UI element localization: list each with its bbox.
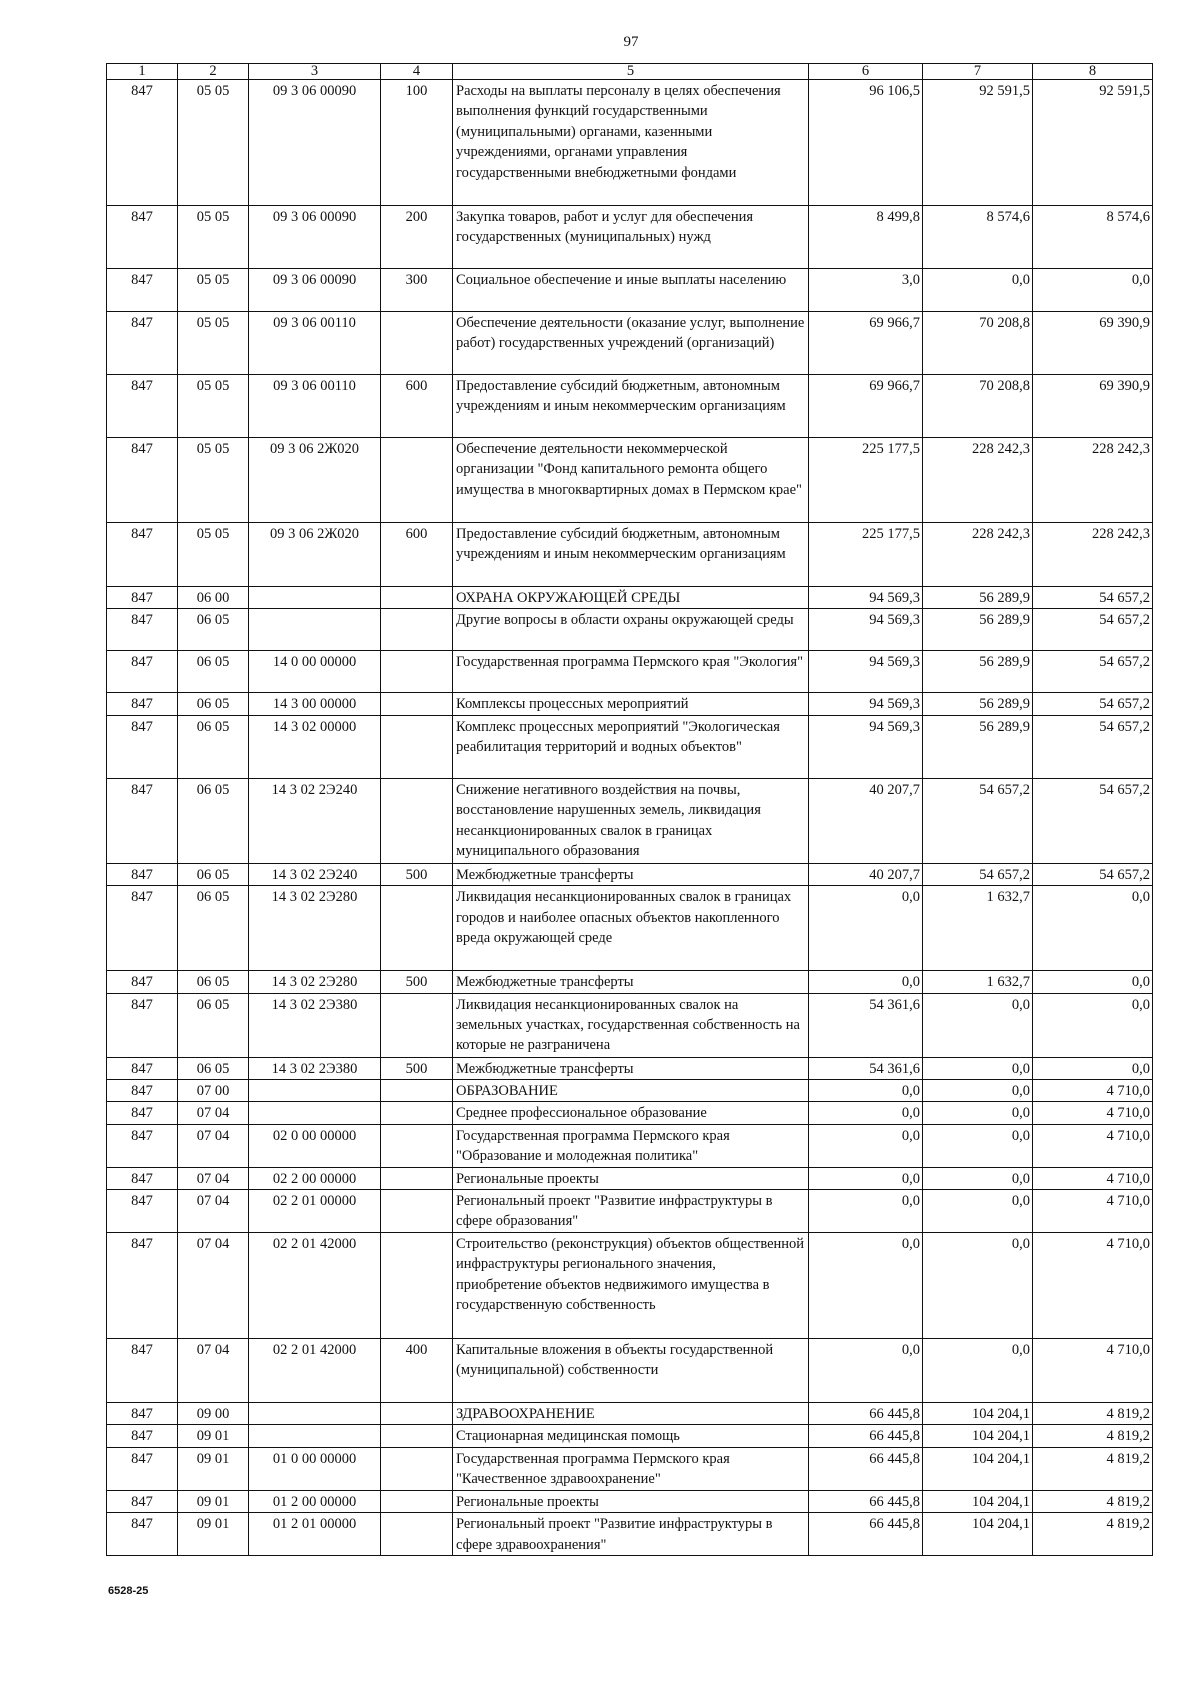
amount-col7-cell: 0,0 (923, 1080, 1033, 1102)
target-article-cell: 14 3 02 2Э240 (249, 778, 381, 863)
section-code-cell: 07 04 (178, 1190, 249, 1233)
target-article-cell: 14 3 02 2Э240 (249, 863, 381, 885)
expense-type-cell (381, 693, 453, 715)
table-row (107, 886, 1153, 971)
description-cell: Региональный проект "Развитие инфраструктуры в сфере здравоохранения" (453, 1513, 809, 1556)
target-article-cell: 09 3 06 00090 (249, 206, 381, 269)
amount-col8-cell: 4 710,0 (1033, 1190, 1153, 1233)
target-article-cell: 14 3 00 00000 (249, 693, 381, 715)
amount-col7-cell: 54 657,2 (923, 778, 1033, 863)
ministry-code-cell: 847 (107, 312, 178, 375)
target-article-cell: 09 3 06 00090 (249, 80, 381, 206)
description-cell: Государственная программа Пермского края "Экология" (453, 651, 809, 693)
ministry-code-cell: 847 (107, 886, 178, 971)
description-cell: ЗДРАВООХРАНЕНИЕ (453, 1402, 809, 1424)
amount-col8-cell: 0,0 (1033, 993, 1153, 1057)
section-code-cell: 06 05 (178, 886, 249, 971)
table-header-row (107, 64, 1153, 80)
description-cell: Обеспечение деятельности некоммерческой организации "Фонд капитального ремонта общего имущества в многоквартирных домах в Пермском крае" (453, 438, 809, 523)
amount-col6-cell: 69 966,7 (809, 312, 923, 375)
description-cell: ОХРАНА ОКРУЖАЮЩЕЙ СРЕДЫ (453, 587, 809, 609)
table-row (107, 1232, 1153, 1338)
expense-type-cell (381, 312, 453, 375)
amount-col6-cell: 0,0 (809, 971, 923, 993)
amount-col6-cell: 94 569,3 (809, 609, 923, 651)
description-cell: Государственная программа Пермского края "Качественное здравоохранение" (453, 1447, 809, 1490)
expense-type-cell (381, 587, 453, 609)
description-cell: Социальное обеспечение и иные выплаты населению (453, 269, 809, 312)
description-cell: Межбюджетные трансферты (453, 1057, 809, 1079)
ministry-code-cell: 847 (107, 80, 178, 206)
section-code-cell: 06 00 (178, 587, 249, 609)
table-row (107, 1190, 1153, 1233)
section-code-cell: 07 04 (178, 1338, 249, 1402)
column-header: 5 (453, 64, 809, 80)
target-article-cell (249, 1102, 381, 1124)
ministry-code-cell: 847 (107, 587, 178, 609)
expense-type-cell (381, 1232, 453, 1338)
amount-col7-cell: 56 289,9 (923, 693, 1033, 715)
amount-col8-cell: 4 819,2 (1033, 1402, 1153, 1424)
amount-col7-cell: 54 657,2 (923, 863, 1033, 885)
amount-col6-cell: 66 445,8 (809, 1513, 923, 1556)
description-cell: Другие вопросы в области охраны окружающей среды (453, 609, 809, 651)
ministry-code-cell: 847 (107, 1425, 178, 1447)
amount-col8-cell: 4 710,0 (1033, 1102, 1153, 1124)
expense-type-cell: 400 (381, 1338, 453, 1402)
section-code-cell: 06 05 (178, 778, 249, 863)
ministry-code-cell: 847 (107, 863, 178, 885)
amount-col6-cell: 0,0 (809, 886, 923, 971)
amount-col8-cell: 54 657,2 (1033, 609, 1153, 651)
ministry-code-cell: 847 (107, 438, 178, 523)
amount-col7-cell: 104 204,1 (923, 1425, 1033, 1447)
amount-col6-cell: 66 445,8 (809, 1447, 923, 1490)
table-row (107, 587, 1153, 609)
amount-col6-cell: 0,0 (809, 1080, 923, 1102)
page-number: 97 (623, 34, 639, 50)
description-cell: Межбюджетные трансферты (453, 971, 809, 993)
table-row (107, 269, 1153, 312)
expense-type-cell (381, 993, 453, 1057)
amount-col8-cell: 4 819,2 (1033, 1490, 1153, 1512)
column-header: 7 (923, 64, 1033, 80)
section-code-cell: 06 05 (178, 715, 249, 778)
description-cell: Комплекс процессных мероприятий "Экологическая реабилитация территорий и водных объектов" (453, 715, 809, 778)
expense-type-cell (381, 438, 453, 523)
expense-type-cell: 600 (381, 375, 453, 438)
expense-type-cell (381, 715, 453, 778)
amount-col7-cell: 70 208,8 (923, 375, 1033, 438)
ministry-code-cell: 847 (107, 1338, 178, 1402)
section-code-cell: 06 05 (178, 993, 249, 1057)
amount-col7-cell: 56 289,9 (923, 651, 1033, 693)
column-header: 8 (1033, 64, 1153, 80)
table-row (107, 375, 1153, 438)
ministry-code-cell: 847 (107, 715, 178, 778)
column-header: 4 (381, 64, 453, 80)
target-article-cell: 09 3 06 00110 (249, 312, 381, 375)
amount-col8-cell: 4 710,0 (1033, 1338, 1153, 1402)
expense-type-cell: 500 (381, 863, 453, 885)
amount-col8-cell: 54 657,2 (1033, 693, 1153, 715)
expense-type-cell (381, 1124, 453, 1167)
section-code-cell: 05 05 (178, 312, 249, 375)
expense-type-cell: 600 (381, 523, 453, 587)
table-row (107, 1490, 1153, 1512)
target-article-cell (249, 609, 381, 651)
target-article-cell: 02 2 01 42000 (249, 1338, 381, 1402)
section-code-cell: 07 04 (178, 1232, 249, 1338)
description-cell: Предоставление субсидий бюджетным, автономным учреждениям и иным некоммерческим организациям (453, 375, 809, 438)
table-row (107, 206, 1153, 269)
target-article-cell: 09 3 06 00090 (249, 269, 381, 312)
amount-col6-cell: 66 445,8 (809, 1425, 923, 1447)
amount-col6-cell: 0,0 (809, 1338, 923, 1402)
amount-col6-cell: 40 207,7 (809, 863, 923, 885)
amount-col8-cell: 0,0 (1033, 1057, 1153, 1079)
section-code-cell: 06 05 (178, 651, 249, 693)
amount-col7-cell: 104 204,1 (923, 1447, 1033, 1490)
expense-type-cell (381, 651, 453, 693)
target-article-cell: 02 2 01 00000 (249, 1190, 381, 1233)
ministry-code-cell: 847 (107, 1513, 178, 1556)
description-cell: Капитальные вложения в объекты государственной (муниципальной) собственности (453, 1338, 809, 1402)
amount-col6-cell: 40 207,7 (809, 778, 923, 863)
ministry-code-cell: 847 (107, 1102, 178, 1124)
amount-col6-cell: 54 361,6 (809, 993, 923, 1057)
ministry-code-cell: 847 (107, 1124, 178, 1167)
table-row (107, 778, 1153, 863)
ministry-code-cell: 847 (107, 778, 178, 863)
ministry-code-cell: 847 (107, 1232, 178, 1338)
target-article-cell (249, 1402, 381, 1424)
amount-col8-cell: 0,0 (1033, 269, 1153, 312)
amount-col7-cell: 0,0 (923, 993, 1033, 1057)
ministry-code-cell: 847 (107, 375, 178, 438)
amount-col6-cell: 94 569,3 (809, 651, 923, 693)
table-row (107, 1057, 1153, 1079)
target-article-cell: 14 3 02 2Э280 (249, 971, 381, 993)
ministry-code-cell: 847 (107, 651, 178, 693)
section-code-cell: 06 05 (178, 971, 249, 993)
target-article-cell: 09 3 06 2Ж020 (249, 438, 381, 523)
table-row (107, 1447, 1153, 1490)
section-code-cell: 07 00 (178, 1080, 249, 1102)
expense-type-cell (381, 1513, 453, 1556)
amount-col7-cell: 0,0 (923, 1167, 1033, 1189)
amount-col8-cell: 69 390,9 (1033, 375, 1153, 438)
target-article-cell: 01 0 00 00000 (249, 1447, 381, 1490)
description-cell: Ликвидация несанкционированных свалок на земельных участках, государственная собственность на которые не разграничена (453, 993, 809, 1057)
ministry-code-cell: 847 (107, 206, 178, 269)
section-code-cell: 05 05 (178, 269, 249, 312)
target-article-cell: 01 2 01 00000 (249, 1513, 381, 1556)
target-article-cell: 02 2 00 00000 (249, 1167, 381, 1189)
amount-col8-cell: 92 591,5 (1033, 80, 1153, 206)
amount-col7-cell: 104 204,1 (923, 1513, 1033, 1556)
amount-col8-cell: 4 819,2 (1033, 1447, 1153, 1490)
description-cell: Среднее профессиональное образование (453, 1102, 809, 1124)
amount-col8-cell: 69 390,9 (1033, 312, 1153, 375)
column-header: 6 (809, 64, 923, 80)
target-article-cell: 14 3 02 2Э280 (249, 886, 381, 971)
section-code-cell: 07 04 (178, 1167, 249, 1189)
amount-col6-cell: 0,0 (809, 1124, 923, 1167)
expense-type-cell: 200 (381, 206, 453, 269)
section-code-cell: 05 05 (178, 375, 249, 438)
amount-col7-cell: 0,0 (923, 1102, 1033, 1124)
amount-col8-cell: 4 710,0 (1033, 1232, 1153, 1338)
ministry-code-cell: 847 (107, 1167, 178, 1189)
expense-type-cell (381, 1190, 453, 1233)
expense-type-cell (381, 609, 453, 651)
amount-col7-cell: 228 242,3 (923, 523, 1033, 587)
amount-col8-cell: 8 574,6 (1033, 206, 1153, 269)
description-cell: Комплексы процессных мероприятий (453, 693, 809, 715)
ministry-code-cell: 847 (107, 1190, 178, 1233)
description-cell: Ликвидация несанкционированных свалок в границах городов и наиболее опасных объектов накопленного вреда окружающей среде (453, 886, 809, 971)
description-cell: Межбюджетные трансферты (453, 863, 809, 885)
description-cell: Закупка товаров, работ и услуг для обеспечения государственных (муниципальных) нужд (453, 206, 809, 269)
description-cell: ОБРАЗОВАНИЕ (453, 1080, 809, 1102)
amount-col8-cell: 0,0 (1033, 886, 1153, 971)
table-row (107, 993, 1153, 1057)
amount-col8-cell: 4 819,2 (1033, 1425, 1153, 1447)
section-code-cell: 07 04 (178, 1102, 249, 1124)
table-row (107, 1402, 1153, 1424)
description-cell: Обеспечение деятельности (оказание услуг, выполнение работ) государственных учреждений (организаций) (453, 312, 809, 375)
amount-col8-cell: 54 657,2 (1033, 778, 1153, 863)
expense-type-cell: 100 (381, 80, 453, 206)
target-article-cell: 09 3 06 2Ж020 (249, 523, 381, 587)
amount-col8-cell: 54 657,2 (1033, 715, 1153, 778)
table-row (107, 312, 1153, 375)
amount-col7-cell: 1 632,7 (923, 886, 1033, 971)
target-article-cell: 02 0 00 00000 (249, 1124, 381, 1167)
amount-col7-cell: 1 632,7 (923, 971, 1033, 993)
amount-col8-cell: 4 819,2 (1033, 1513, 1153, 1556)
description-cell: Строительство (реконструкция) объектов общественной инфраструктуры регионального значения, приобретение объектов недвижимого имущества в государственную собственность (453, 1232, 809, 1338)
expense-type-cell (381, 1447, 453, 1490)
expense-type-cell (381, 886, 453, 971)
amount-col7-cell: 0,0 (923, 1232, 1033, 1338)
column-header: 2 (178, 64, 249, 80)
amount-col7-cell: 56 289,9 (923, 715, 1033, 778)
ministry-code-cell: 847 (107, 269, 178, 312)
amount-col7-cell: 56 289,9 (923, 587, 1033, 609)
table-row (107, 1425, 1153, 1447)
target-article-cell: 01 2 00 00000 (249, 1490, 381, 1512)
expense-type-cell: 300 (381, 269, 453, 312)
section-code-cell: 05 05 (178, 438, 249, 523)
ministry-code-cell: 847 (107, 523, 178, 587)
table-row (107, 1124, 1153, 1167)
expense-type-cell (381, 1080, 453, 1102)
ministry-code-cell: 847 (107, 1402, 178, 1424)
amount-col8-cell: 54 657,2 (1033, 587, 1153, 609)
section-code-cell: 09 01 (178, 1425, 249, 1447)
amount-col7-cell: 104 204,1 (923, 1490, 1033, 1512)
ministry-code-cell: 847 (107, 1447, 178, 1490)
table-row (107, 1513, 1153, 1556)
amount-col6-cell: 0,0 (809, 1190, 923, 1233)
document-code: 6528-25 (108, 1585, 149, 1597)
amount-col8-cell: 4 710,0 (1033, 1080, 1153, 1102)
amount-col8-cell: 4 710,0 (1033, 1167, 1153, 1189)
amount-col8-cell: 54 657,2 (1033, 863, 1153, 885)
ministry-code-cell: 847 (107, 971, 178, 993)
amount-col8-cell: 0,0 (1033, 971, 1153, 993)
table-row (107, 80, 1153, 206)
amount-col6-cell: 96 106,5 (809, 80, 923, 206)
amount-col6-cell: 3,0 (809, 269, 923, 312)
amount-col7-cell: 104 204,1 (923, 1402, 1033, 1424)
description-cell: Региональные проекты (453, 1167, 809, 1189)
target-article-cell: 09 3 06 00110 (249, 375, 381, 438)
section-code-cell: 06 05 (178, 609, 249, 651)
section-code-cell: 05 05 (178, 206, 249, 269)
description-cell: Государственная программа Пермского края "Образование и молодежная политика" (453, 1124, 809, 1167)
amount-col6-cell: 0,0 (809, 1232, 923, 1338)
amount-col6-cell: 94 569,3 (809, 715, 923, 778)
amount-col6-cell: 54 361,6 (809, 1057, 923, 1079)
section-code-cell: 06 05 (178, 863, 249, 885)
target-article-cell: 14 3 02 00000 (249, 715, 381, 778)
target-article-cell: 14 0 00 00000 (249, 651, 381, 693)
section-code-cell: 06 05 (178, 693, 249, 715)
ministry-code-cell: 847 (107, 993, 178, 1057)
expense-type-cell (381, 1167, 453, 1189)
description-cell: Региональный проект "Развитие инфраструктуры в сфере образования" (453, 1190, 809, 1233)
expense-type-cell: 500 (381, 1057, 453, 1079)
amount-col7-cell: 0,0 (923, 1190, 1033, 1233)
amount-col8-cell: 228 242,3 (1033, 523, 1153, 587)
section-code-cell: 07 04 (178, 1124, 249, 1167)
amount-col6-cell: 0,0 (809, 1102, 923, 1124)
amount-col6-cell: 225 177,5 (809, 523, 923, 587)
description-cell: Расходы на выплаты персоналу в целях обеспечения выполнения функций государственными (муниципальными) органами, казенными учреждениями, органами управления государственными внебюджетными фондами (453, 80, 809, 206)
expense-type-cell: 500 (381, 971, 453, 993)
amount-col6-cell: 69 966,7 (809, 375, 923, 438)
amount-col7-cell: 92 591,5 (923, 80, 1033, 206)
ministry-code-cell: 847 (107, 693, 178, 715)
expense-type-cell (381, 1402, 453, 1424)
description-cell: Стационарная медицинская помощь (453, 1425, 809, 1447)
amount-col6-cell: 0,0 (809, 1167, 923, 1189)
section-code-cell: 09 01 (178, 1513, 249, 1556)
amount-col7-cell: 0,0 (923, 269, 1033, 312)
target-article-cell (249, 1080, 381, 1102)
section-code-cell: 05 05 (178, 523, 249, 587)
table-row (107, 438, 1153, 523)
target-article-cell (249, 1425, 381, 1447)
section-code-cell: 09 00 (178, 1402, 249, 1424)
target-article-cell: 14 3 02 2Э380 (249, 993, 381, 1057)
amount-col7-cell: 56 289,9 (923, 609, 1033, 651)
column-header: 1 (107, 64, 178, 80)
expense-type-cell (381, 1102, 453, 1124)
expense-type-cell (381, 1490, 453, 1512)
amount-col6-cell: 94 569,3 (809, 587, 923, 609)
column-header: 3 (249, 64, 381, 80)
table-row (107, 609, 1153, 651)
table-row (107, 1338, 1153, 1402)
table-row (107, 863, 1153, 885)
amount-col8-cell: 54 657,2 (1033, 651, 1153, 693)
expense-type-cell (381, 778, 453, 863)
section-code-cell: 09 01 (178, 1447, 249, 1490)
amount-col8-cell: 4 710,0 (1033, 1124, 1153, 1167)
amount-col6-cell: 225 177,5 (809, 438, 923, 523)
description-cell: Снижение негативного воздействия на почвы, восстановление нарушенных земель, ликвидация несанкционированных свалок в границах муниципального образования (453, 778, 809, 863)
table-row (107, 971, 1153, 993)
ministry-code-cell: 847 (107, 1490, 178, 1512)
budget-table (106, 63, 1153, 1556)
amount-col6-cell: 8 499,8 (809, 206, 923, 269)
description-cell: Региональные проекты (453, 1490, 809, 1512)
target-article-cell: 14 3 02 2Э380 (249, 1057, 381, 1079)
section-code-cell: 05 05 (178, 80, 249, 206)
table-row (107, 1080, 1153, 1102)
amount-col7-cell: 70 208,8 (923, 312, 1033, 375)
amount-col6-cell: 66 445,8 (809, 1490, 923, 1512)
amount-col7-cell: 8 574,6 (923, 206, 1033, 269)
target-article-cell (249, 587, 381, 609)
amount-col6-cell: 94 569,3 (809, 693, 923, 715)
description-cell: Предоставление субсидий бюджетным, автономным учреждениям и иным некоммерческим организациям (453, 523, 809, 587)
expense-type-cell (381, 1425, 453, 1447)
section-code-cell: 06 05 (178, 1057, 249, 1079)
ministry-code-cell: 847 (107, 1057, 178, 1079)
table-row (107, 1102, 1153, 1124)
amount-col7-cell: 228 242,3 (923, 438, 1033, 523)
table-row (107, 651, 1153, 693)
target-article-cell: 02 2 01 42000 (249, 1232, 381, 1338)
amount-col7-cell: 0,0 (923, 1338, 1033, 1402)
table-row (107, 715, 1153, 778)
table-row (107, 693, 1153, 715)
ministry-code-cell: 847 (107, 609, 178, 651)
section-code-cell: 09 01 (178, 1490, 249, 1512)
ministry-code-cell: 847 (107, 1080, 178, 1102)
table-row (107, 1167, 1153, 1189)
amount-col8-cell: 228 242,3 (1033, 438, 1153, 523)
amount-col7-cell: 0,0 (923, 1057, 1033, 1079)
amount-col6-cell: 66 445,8 (809, 1402, 923, 1424)
amount-col7-cell: 0,0 (923, 1124, 1033, 1167)
table-row (107, 523, 1153, 587)
